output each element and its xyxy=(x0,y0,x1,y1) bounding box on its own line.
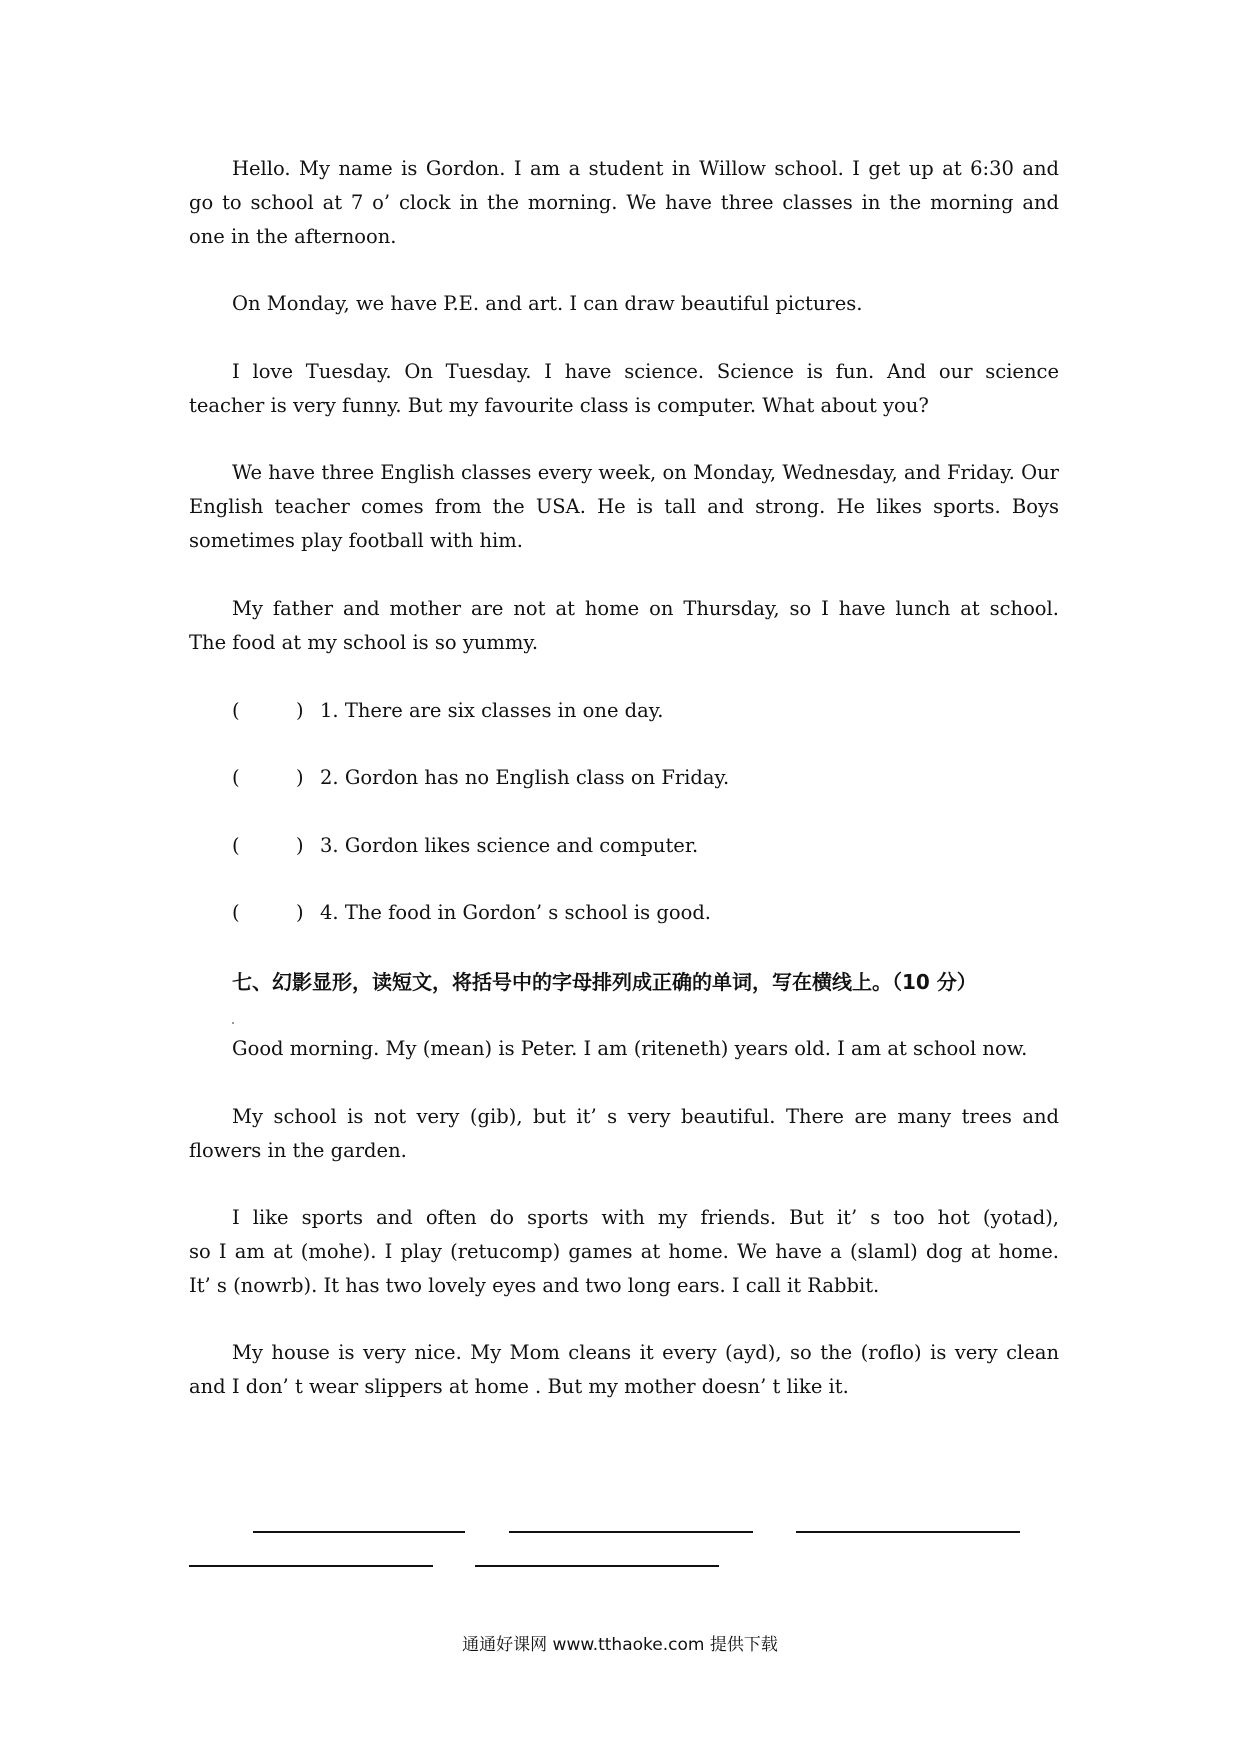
text-line: The food at my school is so yummy. xyxy=(189,631,539,654)
stray-mark xyxy=(232,1022,234,1024)
passage1-paragraph-2 xyxy=(189,287,1059,321)
passage1-paragraph-4 xyxy=(189,456,1059,558)
text-line: one in the afternoon. xyxy=(189,225,397,248)
text-line: I love Tuesday. On Tuesday. I have science. Science is fun. And our science xyxy=(232,360,1059,383)
answer-paren-open[interactable]: ( xyxy=(232,901,240,924)
passage2-paragraph-4 xyxy=(189,1336,1059,1404)
question-text: Gordon likes science and computer. xyxy=(344,834,699,857)
answer-blank-1[interactable] xyxy=(253,1531,465,1533)
text-line: and I don’ t wear slippers at home . But my mother doesn’ t like it. xyxy=(189,1375,849,1398)
question-4 xyxy=(232,896,711,930)
question-number: 4. xyxy=(320,901,339,924)
question-3 xyxy=(232,829,698,863)
text-line: My school is not very (gib), but it’ s very beautiful. There are many trees and xyxy=(232,1105,1059,1128)
text-line: English teacher comes from the USA. He is tall and strong. He likes sports. Boys xyxy=(189,495,1059,518)
answer-blank-3[interactable] xyxy=(796,1531,1020,1533)
text-line: go to school at 7 o’ clock in the morning. We have three classes in the morning and xyxy=(189,191,1059,214)
passage2-paragraph-2 xyxy=(189,1100,1059,1168)
question-text: The food in Gordon’ s school is good. xyxy=(344,901,711,924)
answer-paren-open[interactable]: ( xyxy=(232,699,240,722)
passage2-paragraph-1 xyxy=(189,1032,1059,1066)
question-2 xyxy=(232,761,729,795)
answer-blank-5[interactable] xyxy=(475,1565,719,1567)
passage1-paragraph-1 xyxy=(189,152,1059,254)
question-text: Gordon has no English class on Friday. xyxy=(344,766,730,789)
passage1-paragraph-5 xyxy=(189,592,1059,660)
text-line: It’ s (nowrb). It has two lovely eyes and two long ears. I call it Rabbit. xyxy=(189,1274,880,1297)
passage2-paragraph-3 xyxy=(189,1201,1059,1303)
text-line: sometimes play football with him. xyxy=(189,529,523,552)
text-line: Good morning. My (mean) is Peter. I am (riteneth) years old. I am at school now. xyxy=(232,1037,1028,1060)
answer-paren-close: ) xyxy=(296,699,304,722)
text-line: I like sports and often do sports with my friends. But it’ s too hot (yotad), xyxy=(232,1206,1059,1229)
section-7-heading: 七、幻影显形，读短文，将括号中的字母排列成正确的单词，写在横线上。（10 分） xyxy=(232,970,977,994)
text-line: My father and mother are not at home on Thursday, so I have lunch at school. xyxy=(232,597,1059,620)
passage1-paragraph-3 xyxy=(189,355,1059,423)
answer-paren-close: ) xyxy=(296,766,304,789)
question-number: 1. xyxy=(320,699,339,722)
answer-blank-4[interactable] xyxy=(189,1565,433,1567)
text-line: We have three English classes every week, on Monday, Wednesday, and Friday. Our xyxy=(232,461,1059,484)
question-text: There are six classes in one day. xyxy=(344,699,664,722)
answer-blank-2[interactable] xyxy=(509,1531,753,1533)
text-line: My house is very nice. My Mom cleans it every (ayd), so the (roflo) is very clean xyxy=(232,1341,1059,1364)
answer-paren-close: ) xyxy=(296,834,304,857)
text-line: Hello. My name is Gordon. I am a student in Willow school. I get up at 6:30 and xyxy=(232,157,1059,180)
answer-paren-open[interactable]: ( xyxy=(232,766,240,789)
page-footer: 通通好课网 www.tthaoke.com 提供下载 xyxy=(462,1635,778,1655)
question-number: 3. xyxy=(320,834,339,857)
answer-paren-close: ) xyxy=(296,901,304,924)
text-line: teacher is very funny. But my favourite class is computer. What about you? xyxy=(189,394,929,417)
text-line: flowers in the garden. xyxy=(189,1139,407,1162)
question-1 xyxy=(232,694,663,728)
question-number: 2. xyxy=(320,766,339,789)
text-line: so I am at (mohe). I play (retucomp) games at home. We have a (slaml) dog at home. xyxy=(189,1240,1059,1263)
text-line: On Monday, we have P.E. and art. I can draw beautiful pictures. xyxy=(232,292,863,315)
answer-paren-open[interactable]: ( xyxy=(232,834,240,857)
